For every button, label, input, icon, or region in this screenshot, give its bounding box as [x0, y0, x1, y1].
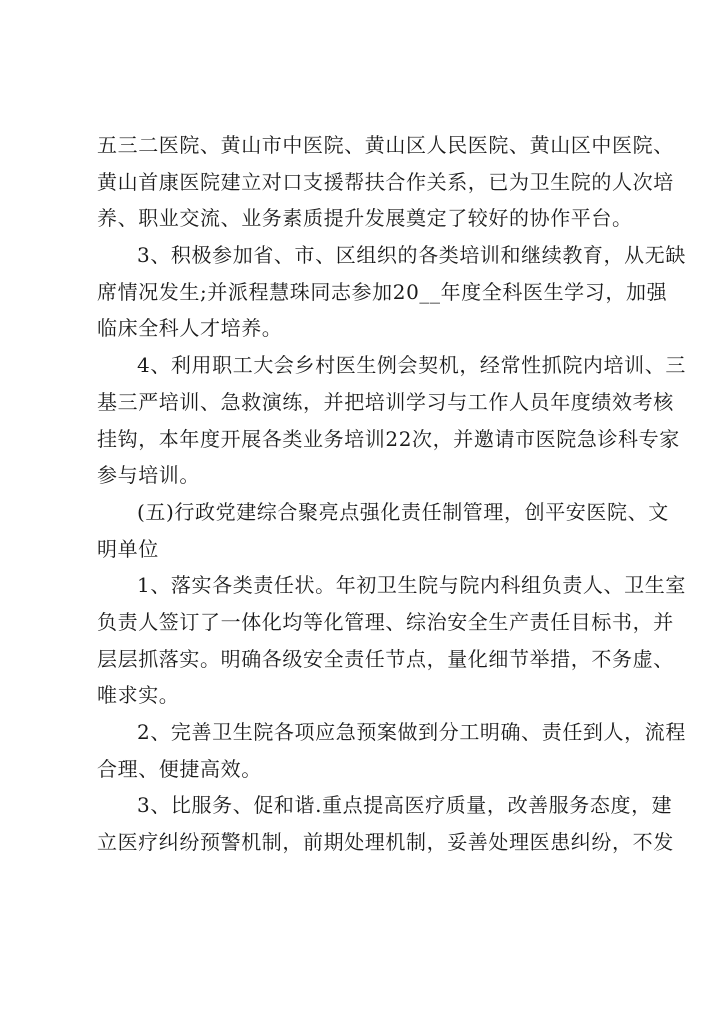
text-line: 2、完善卫生院各项应急预案做到分工明确、责任到人，流程: [137, 720, 686, 744]
text-line: 黄山首康医院建立对口支援帮扶合作关系，已为卫生院的人次培: [97, 169, 674, 194]
text-line: 4、利用职工大会乡村医生例会契机，经常性抓院内培训、三: [137, 353, 686, 378]
text-line: 席情况发生;并派程慧珠同志参加20__年度全科医生学习，加强: [97, 279, 668, 304]
text-line: 五三二医院、黄山市中医院、黄山区人民医院、黄山区中医院、: [97, 133, 674, 157]
text-line: 立医疗纠纷预警机制，前期处理机制，妥善处理医患纠纷，不发: [97, 830, 674, 855]
text-line: 负责人签订了一体化均等化管理、综治安全生产责任目标书，并: [97, 609, 674, 634]
text-line: 挂钩，本年度开展各类业务培训22次，并邀请市医院急诊科专家: [97, 426, 680, 451]
document-body: [97, 127, 686, 861]
text-line: 3、比服务、促和谐.重点提高医疗质量，改善服务态度，建: [137, 793, 673, 818]
text-line: 3、积极参加省、市、区组织的各类培训和继续教育，从无缺: [137, 243, 686, 268]
text-line: 明单位: [97, 536, 159, 561]
text-line: 养、职业交流、业务素质提升发展奠定了较好的协作平台。: [97, 206, 633, 231]
text-line: 参与培训。: [97, 463, 200, 488]
text-line: (五)行政党建综合聚亮点强化责任制管理，创平安医院、文: [137, 499, 669, 524]
text-line: 1、落实各类责任状。年初卫生院与院内科组负责人、卫生室: [137, 573, 686, 598]
text-line: 临床全科人才培养。: [97, 316, 283, 341]
text-line: 层层抓落实。明确各级安全责任节点，量化细节举措，不务虚、: [97, 646, 674, 671]
text-line: 合理、便捷高效。: [97, 756, 262, 781]
text-line: 唯求实。: [97, 683, 180, 708]
text-line: 基三严培训、急救演练，并把培训学习与工作人员年度绩效考核: [97, 389, 674, 414]
